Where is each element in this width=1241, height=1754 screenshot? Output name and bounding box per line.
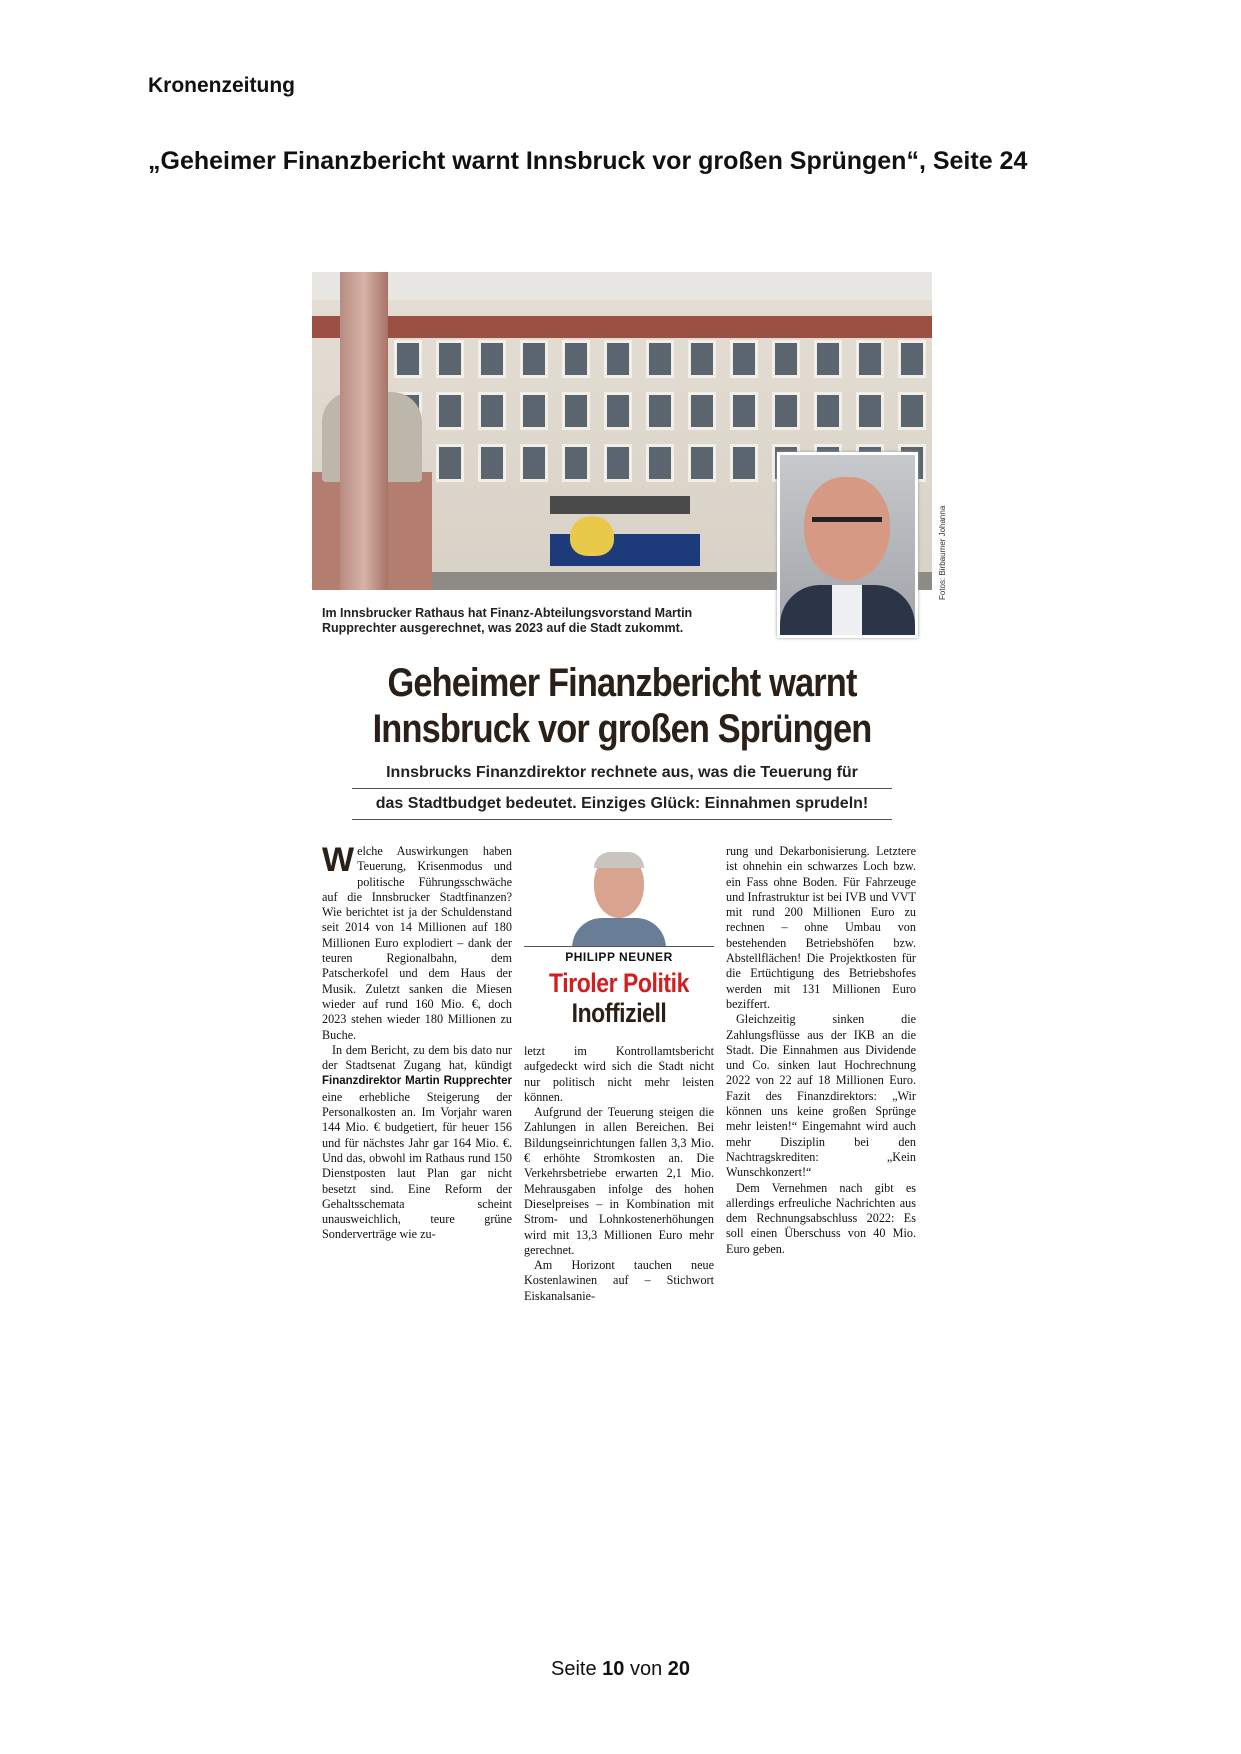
col1-paragraph-2b: eine erhebliche Steigerung der Personalkosten an. Im Vorjahr waren 144 Mio. € budgetiert, für heuer 156 und für nächstes Jahr gar 164 Mio. €. Und das, obwohl im Rathaus rund 150 Dienstposten laut Plan gar nicht besetzt sind. Eine Reform der Gehaltsschemata scheint unausweichlich, teure grüne Sonderverträge wie zu- (322, 1089, 512, 1242)
footer-of: von (629, 1658, 663, 1680)
author-photo (564, 848, 674, 946)
col1-paragraph-2a: In dem Bericht, zu dem bis dato nur der Stadtsenat Zugang hat, kündigt (322, 1042, 512, 1073)
col2-paragraph-3: Am Horizont tauchen neue Kostenlawinen auf – Stichwort Eiskanalsanie- (524, 1258, 714, 1303)
subhead-line-2: das Stadtbudget bedeutet. Einziges Glück: Einnahmen sprudeln! (352, 791, 892, 820)
source-publication: Kronenzeitung (148, 74, 295, 97)
rubric-title: Tiroler Politik (549, 968, 689, 998)
footer-page-number: 10 (602, 1658, 625, 1680)
photo-caption: Im Innsbrucker Rathaus hat Finanz-Abteilungsvorstand Martin Rupprechter ausgerechnet, was 2023 auf die Stadt zukommt. (322, 606, 693, 635)
dropcap: W (322, 841, 355, 879)
article-headline (355, 660, 888, 752)
page-footer (0, 1658, 1241, 1681)
photo-credit: Fotos: Birbaumer Johanna (938, 505, 947, 600)
headline-line-2: Innsbruck vor großen Sprüngen (372, 707, 872, 751)
col3-paragraph-1: rung und Dekarbonisierung. Letztere ist ohnehin ein schwarzes Loch bzw. ein Fass ohne Boden. Für Fahrzeuge und Infrastruktur ist bei IVB und VVT mit rund 200 Millionen Euro zu rechnen – ohne Umbau von bestehenden Betriebshöfen bzw. Abstellflächen! Die Projektkosten für die Ertüchtigung des Betriebshofes werden mit 131 Millionen Euro beziffert. (726, 844, 916, 1011)
col1-paragraph-1: elche Auswirkungen haben Teuerung, Krisenmodus und politische Führungsschwäche auf die Innsbrucker Stadtfinanzen? Wie berichtet ist ja der Schuldenstand seit 2014 von 14 Millionen auf 180 Millionen Euro explodiert – dank der teuren Regionalbahn, dem Patscherkofel und dem Haus der Musik. Zuletzt sanken die Miesen wieder auf rund 160 Mio. €, doch 2023 stehen wieder 180 Millionen zu Buche. (322, 844, 512, 1042)
text-column-2 (524, 1044, 714, 1304)
article-subhead (352, 760, 892, 822)
rubric-subtitle: Inoffiziell (571, 998, 667, 1028)
headline-line-1: Geheimer Finanzbericht warnt (387, 661, 857, 705)
author-box (524, 844, 714, 1040)
text-column-3 (726, 844, 916, 1257)
col2-paragraph-2: Aufgrund der Teuerung steigen die Zahlungen in allen Bereichen. Bei Bildungseinrichtungen fallen 3,3 Mio. € erhöhte Stromkosten an. Die Verkehrsbetriebe erwarten 2,1 Mio. Mehrausgaben infolge des hohen Dieselpreises – in Kombination mit Strom- und Lohnkostenerhöhungen wird mit 13,3 Millionen Euro mehr gerechnet. (524, 1105, 714, 1257)
document-title: „Geheimer Finanzbericht warnt Innsbruck vor großen Sprüngen“, Seite 24 (148, 147, 1028, 175)
portrait-photo (777, 452, 918, 638)
newspaper-clipping (312, 272, 947, 1362)
col1-paragraph-2-bold: Finanzdirektor Martin Rupprechter (322, 1075, 512, 1088)
author-name: PHILIPP NEUNER (565, 950, 673, 964)
col3-paragraph-3: Dem Vernehmen nach gibt es allerdings erfreuliche Nachrichten aus dem Rechnungsabschluss 2022: Es soll einen Überschuss von 40 Mio. Euro geben. (726, 1180, 916, 1256)
footer-page-total: 20 (667, 1658, 691, 1680)
subhead-line-1: Innsbrucks Finanzdirektor rechnete aus, was die Teuerung für (352, 760, 892, 789)
text-column-1 (322, 841, 512, 1243)
footer-prefix: Seite (550, 1658, 597, 1680)
col3-paragraph-2: Gleichzeitig sinken die Zahlungsflüsse aus der IKB an die Stadt. Die Einnahmen aus Dividende und Co. sinken laut Hochrechnung 2022 von 22 auf 18 Millionen Euro. Fazit des Finanzdirektors: „Wir können uns keine großen Sprünge mehr leisten!“ Eingemahnt wird auch mehr Disziplin bei den Nachtragskrediten: „Kein Wunschkonzert!“ (726, 1012, 916, 1180)
col2-paragraph-1: letzt im Kontrollamtsbericht aufgedeckt wird sich die Stadt nicht nur politisch nicht mehr leisten können. (524, 1044, 714, 1104)
